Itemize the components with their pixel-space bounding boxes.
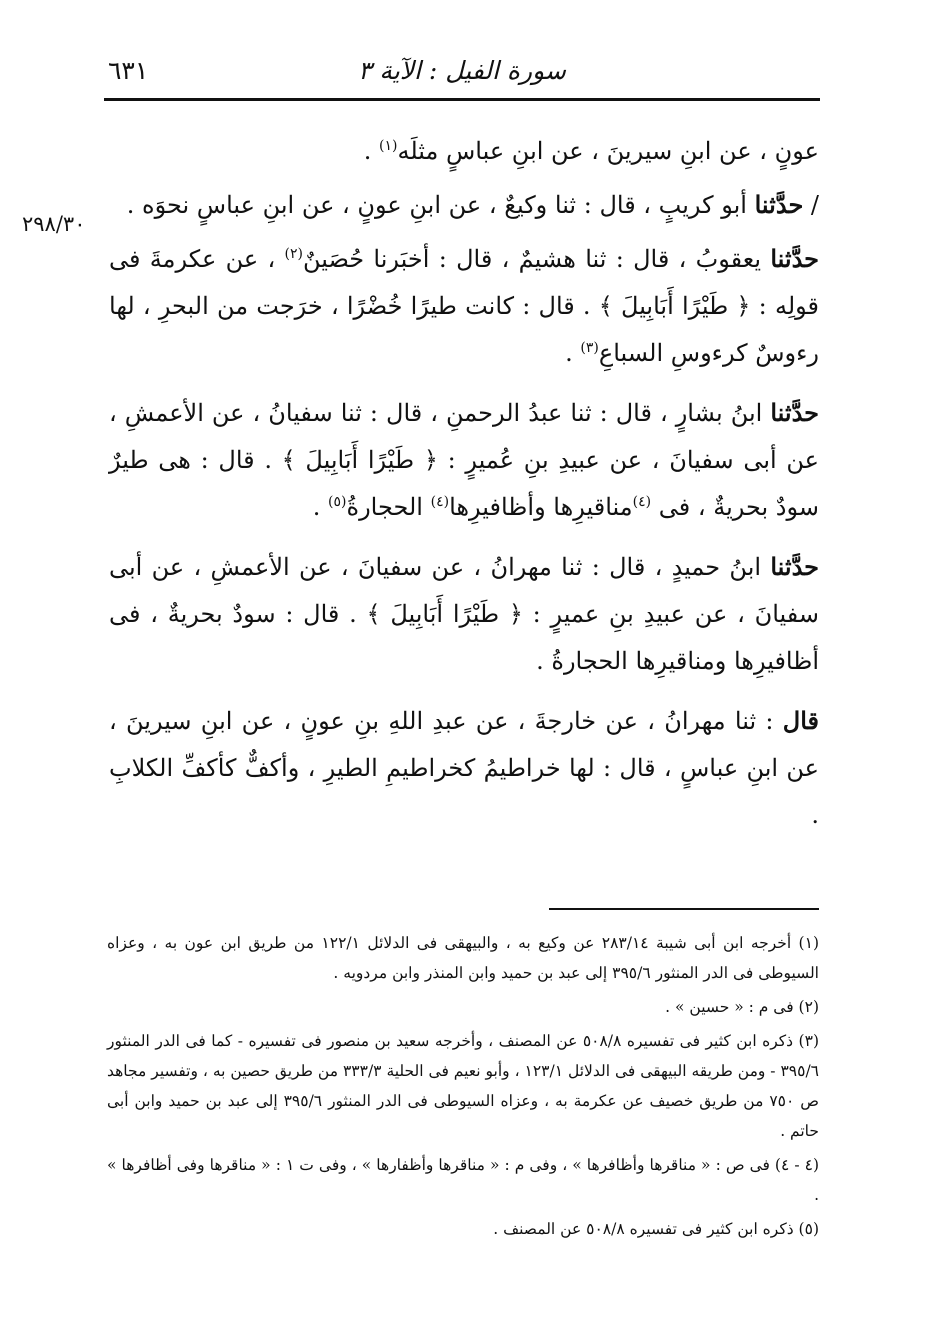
page-number: ٦٣١: [108, 56, 149, 85]
footnote-4: (٤ - ٤) فى ص : « مناقرها وأظافرها » ، وفى م : « مناقرها وأظفارها » ، وفى ت ١ : « مناقرها وفى أظافرها » .: [107, 1156, 819, 1204]
paragraph-text: الحجارةُ: [346, 493, 431, 521]
paragraph-text: يعقوبُ ، قال : ثنا هشيمٌ ، قال : أخبَرنا حُصَينٌ: [302, 245, 771, 273]
quran-verse: ﴿ طَيْرًا أَبَابِيلَ ﴾: [281, 446, 438, 474]
footnote-ref: (٥): [328, 494, 347, 510]
margin-reference: ٢٩٨/٣٠: [22, 212, 86, 236]
paragraph-text: . قال : هى طيرٌ سودٌ بحريةٌ ، فى: [109, 446, 819, 521]
chain-lead: حدَّثنا: [754, 190, 804, 219]
paragraph-text: . قال : سودٌ بحريةٌ ، فى أظافيرِها ومناقيرِها الحجارةُ .: [109, 600, 819, 675]
footnote-2: (٢) فى م : « حسين » .: [665, 998, 819, 1016]
footnote-ref: (١): [378, 138, 398, 154]
paragraph-2: [109, 181, 819, 229]
footnote-separator: [549, 908, 819, 910]
paragraph-3: [109, 235, 819, 377]
chain-lead: حدَّثنا: [770, 244, 819, 273]
paragraph-text: مناقيرِها وأظافيرِها: [449, 493, 633, 521]
page-header: [104, 48, 820, 101]
footnotes: [107, 928, 819, 1248]
footnote-ref: (٤): [632, 494, 652, 510]
quran-verse: ﴿ طَيْرًا أَبَابِيلَ ﴾: [366, 600, 523, 628]
quran-verse: ﴿ طَيْرًا أَبَابِيلَ ﴾: [598, 292, 751, 320]
page-break-mark: /: [803, 191, 819, 219]
paragraph-end: .: [312, 493, 329, 521]
running-title: سورة الفيل : الآية ٣: [358, 56, 566, 85]
paragraph-5: [109, 543, 819, 685]
paragraph-end: .: [363, 137, 379, 165]
paragraph-text: أبو كريبٍ ، قال : ثنا وكيعٌ ، عن ابنِ عونٍ ، عن ابنِ عباسٍ نحوَه .: [126, 191, 755, 219]
footnote-ref: (٢): [284, 246, 303, 262]
main-text: [109, 128, 819, 851]
paragraph-end: .: [565, 339, 581, 367]
footnote-3: (٣) ذكره ابن كثير فى تفسيره ٥٠٨/٨ عن المصنف ، وأخرجه سعيد بن منصور فى تفسيره - كما فى الدر المنثور ٣٩٥/٦ - ومن طريقه البيهقى فى الدلائل ١٢٣/١ ، وأبو نعيم فى الحلية ٣٣٣/٣ من طريق حصين به ، وتفسير مجاهد ص ٧٥٠ من طريق خصيف عن عكرمة به ، وعزاه السيوطى فى الدر المنثور ٣٩٥/٦ إلى عبد بن حميد وابن أبى حاتم .: [107, 1032, 819, 1140]
paragraph-4: [109, 389, 819, 531]
paragraph-text: ، عن عكرمةَ فى قولِه :: [109, 245, 820, 320]
chain-lead: حدَّثنا: [770, 552, 819, 581]
footnote-5: (٥) ذكره ابن كثير فى تفسيره ٥٠٨/٨ عن المصنف .: [493, 1220, 819, 1238]
paragraph-text: . قال : كانت طيرًا خُضْرًا ، خرَجت من البحرِ ، لها رءوسٌ كرءوسِ السباعِ: [109, 292, 819, 367]
footnote-ref: (٣): [580, 340, 599, 356]
paragraph-text: عونٍ ، عن ابنِ سيرينَ ، عن ابنِ عباسٍ مثلَه: [397, 137, 819, 165]
paragraph-text: ابنُ حميدٍ ، قال : ثنا مهرانُ ، عن سفيانَ ، عن الأعمشِ ، عن أبى سفيانَ ، عن عبيدِ بنِ عميرٍ :: [109, 553, 819, 628]
paragraph-text: : ثنا مهرانُ ، عن خارجةَ ، عن عبدِ اللهِ بنِ عونٍ ، عن ابنِ سيرينَ ، عن ابنِ عباسٍ ، قال : لها خراطيمُ كخراطيمِ الطيرِ ، وأكفٌّ كأكفِّ الكلابِ .: [109, 707, 819, 829]
chain-lead: حدَّثنا: [770, 398, 819, 427]
footnote-ref: (٤): [430, 494, 450, 510]
paragraph-1: [109, 128, 819, 175]
paragraph-6: [109, 697, 819, 839]
paragraph-text: ابنُ بشارٍ ، قال : ثنا عبدُ الرحمنِ ، قال : ثنا سفيانُ ، عن الأعمشِ ، عن أبى سفيانَ ، عن عبيدِ بنِ عُميرٍ :: [109, 399, 820, 474]
chain-lead: قال: [782, 706, 819, 735]
footnote-1: (١) أخرجه ابن أبى شيبة ٢٨٣/١٤ عن وكيع به ، والبيهقى فى الدلائل ١٢٢/١ من طريق ابن عون به ، وعزاه السيوطى فى الدر المنثور ٣٩٥/٦ إلى عبد بن حميد وابن المنذر وابن مردويه .: [107, 934, 819, 982]
